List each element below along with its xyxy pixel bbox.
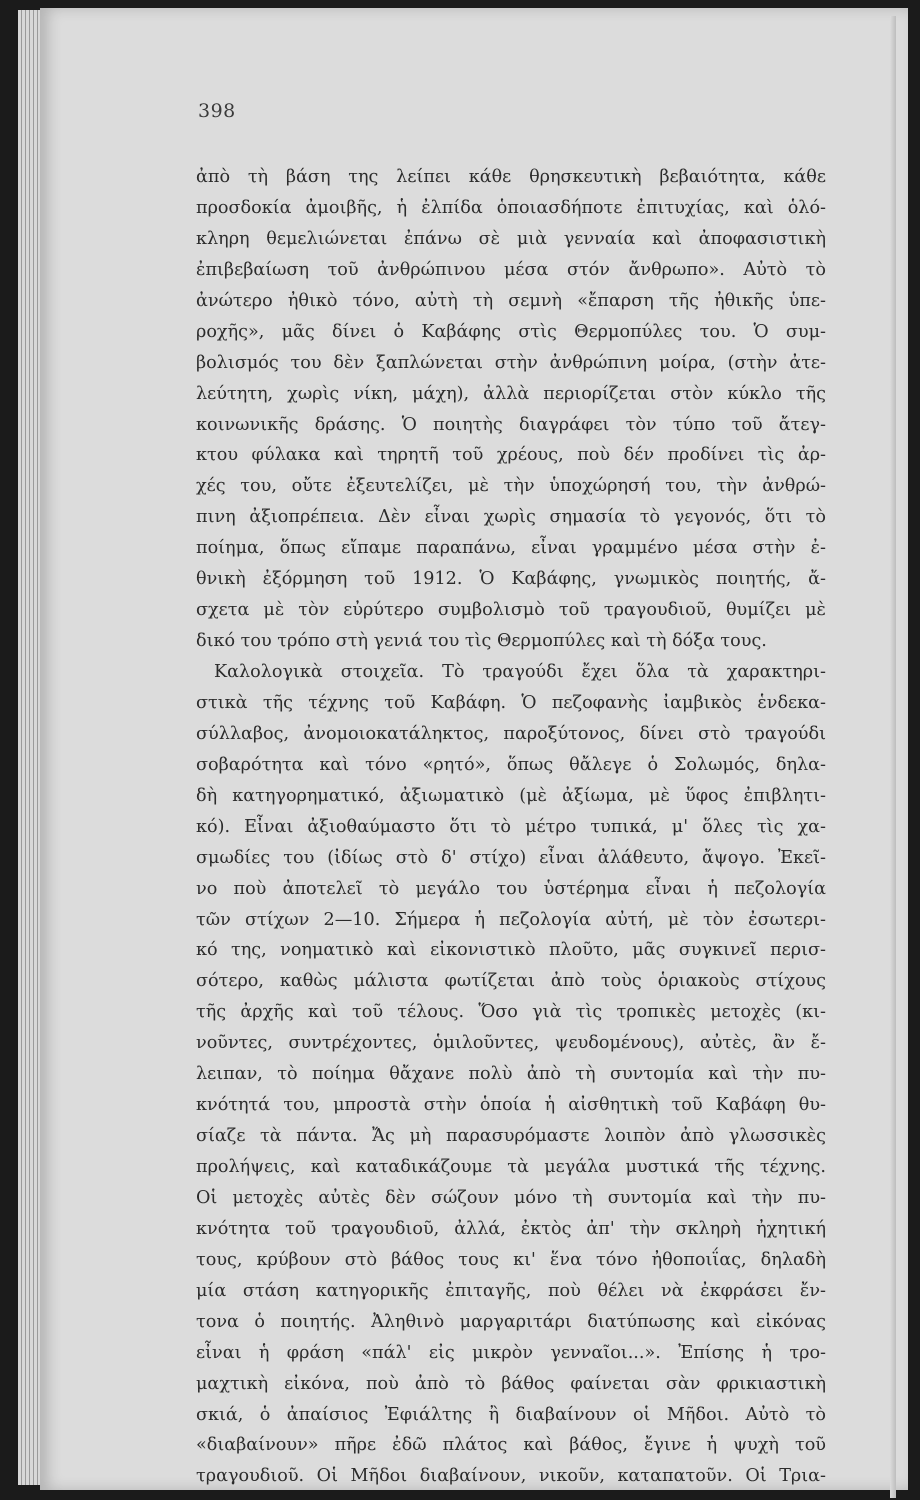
text-line: Καλολογικὰ στοιχεῖα. Τὸ τραγούδι ἔχει ὅλα τὰ χαρακτηρι- <box>214 662 826 682</box>
text-line: ἐπιβεβαίωση τοῦ ἀνθρώπινου μέσα στόν ἄνθρωπο». Αὐτὸ τὸ <box>196 259 826 280</box>
text-line: ἀνώτερο ἠθικὸ τόνο, αὐτὴ τὴ σεμνὴ «ἔπαρση τῆς ἠθικῆς ὑπε- <box>196 290 826 311</box>
text-line: κοινωνικῆς δράσης. Ὁ ποιητὴς διαγράφει τὸν τύπο τοῦ ἄτεγ- <box>196 414 826 435</box>
text-line: θνικὴ ἐξόρμηση τοῦ 1912. Ὁ Καβάφης, γνωμικὸς ποιητής, ἄ- <box>196 569 826 590</box>
text-line: νο ποὺ ἀποτελεῖ τὸ μεγάλο του ὑστέρημα εἶναι ἡ πεζολογία <box>196 878 826 899</box>
text-line: ροχῆς», μᾶς δίνει ὁ Καβάφης στὶς Θερμοπύλες του. Ὁ συμ- <box>196 321 826 342</box>
text-line: κνότητά του, μπροστὰ στὴν ὁποία ἡ αἰσθητικὴ τοῦ Καβάφη θυ- <box>196 1095 826 1116</box>
text-line: λεύτητη, χωρὶς νίκη, μάχη), ἀλλὰ περιορίζεται στὸν κύκλο τῆς <box>196 383 826 404</box>
text-line: εἶναι ἡ φράση «πάλ' εἰς μικρὸν γενναῖοι...». Ἐπίσης ἡ τρο- <box>196 1342 826 1363</box>
text-line: πινη ἀξιοπρέπεια. Δὲν εἶναι χωρὶς σημασία τὸ γεγονός, ὅτι τὸ <box>196 507 826 528</box>
text-line: κτου φύλακα καὶ τηρητῆ τοῦ χρέους, ποὺ δέν προδίνει τὶς ἀρ- <box>196 445 826 466</box>
text-line: «διαβαίνουν» πῆρε ἐδῶ πλάτος καὶ βάθος, ἔγινε ἡ ψυχὴ τοῦ <box>196 1435 826 1456</box>
text-line: μαχτικὴ εἰκόνα, ποὺ ἀπὸ τὸ βάθος φαίνεται σὰν φρικιαστικὴ <box>196 1373 826 1394</box>
text-line: τους, κρύβουν στὸ βάθος τους κι' ἕνα τόνο ἠθοποιΐας, δηλαδὴ <box>196 1249 826 1270</box>
text-line: κνότητα τοῦ τραγουδιοῦ, ἀλλά, ἐκτὸς ἀπ' τὴν σκληρὴ ἠχητική <box>196 1218 826 1239</box>
text-line: σκιά, ὁ ἀπαίσιος Ἐφιάλτης ἢ διαβαίνουν οἱ Μῆδοι. Αὐτὸ τὸ <box>196 1404 826 1425</box>
text-line: στικὰ τῆς τέχνης τοῦ Καβάφη. Ὁ πεζοφανὴς ἰαμβικὸς ἑνδεκα- <box>196 692 826 713</box>
text-line: σμωδίες του (ἰδίως στὸ δ' στίχο) εἶναι ἀλάθευτο, ἄψογο. Ἐκεῖ- <box>196 847 826 868</box>
text-line: σχετα μὲ τὸν εὐρύτερο συμβολισμὸ τοῦ τραγουδιοῦ, θυμίζει μὲ <box>196 600 826 621</box>
text-line: προλήψεις, καὶ καταδικάζουμε τὰ μεγάλα μυστικά τῆς τέχνης. <box>196 1157 826 1177</box>
text-line: σύλλαβος, ἀνομοιοκατάληκτος, παροξύτονος, δίνει στὸ τραγούδι <box>196 723 826 744</box>
text-line: προσδοκία ἀμοιβῆς, ἡ ἐλπίδα ὁποιασδήποτε ἐπιτυχίας, καὶ ὁλό- <box>196 197 826 218</box>
page-fold-shadow <box>890 16 896 1498</box>
text-line: μία στάση κατηγορικῆς ἐπιταγῆς, ποὺ θέλει νὰ ἐκφράσει ἔν- <box>196 1280 826 1301</box>
text-line: ἀπὸ τὴ βάση της λείπει κάθε θρησκευτικὴ βεβαιότητα, κάθε <box>196 167 826 187</box>
text-line: κό). Εἶναι ἀξιοθαύμαστο ὅτι τὸ μέτρο τυπικά, μ' ὅλες τὶς χα- <box>196 816 826 837</box>
text-line: σοβαρότητα καὶ τόνο «ρητό», ὅπως θἄλεγε ὁ Σολωμός, δηλα- <box>196 754 826 775</box>
text-line: δικό του τρόπο στὴ γενιά του τὶς Θερμοπύλες καὶ τὴ δόξα τους. <box>196 631 767 652</box>
text-line: σίαζε τὰ πάντα. Ἄς μὴ παρασυρόμαστε λοιπὸν ἀπὸ γλωσσικὲς <box>196 1126 826 1147</box>
text-line: Οἱ μετοχὲς αὐτὲς δὲν σώζουν μόνο τὴ συντομία καὶ τὴν πυ- <box>196 1187 826 1208</box>
text-line: χές του, οὔτε ἐξευτελίζει, μὲ τὴν ὑποχώρησή του, τὴν ἀνθρώ- <box>196 476 826 497</box>
text-line: τῶν στίχων 2—10. Σήμερα ἡ πεζολογία αὐτή, μὲ τὸν ἐσωτερι- <box>196 909 826 930</box>
text-line: σότερο, καθὼς μάλιστα φωτίζεται ἀπὸ τοὺς ὁριακοὺς στίχους <box>196 971 826 992</box>
page-number: 398 <box>198 100 236 122</box>
text-line: κό της, νοηματικὸ καὶ εἰκονιστικὸ πλοῦτο, μᾶς συγκινεῖ περισ- <box>196 940 826 961</box>
text-line: κληρη θεμελιώνεται ἐπάνω σὲ μιὰ γενναία καὶ ἀποφασιστικὴ <box>196 228 826 249</box>
text-line: τραγουδιοῦ. Οἱ Μῆδοι διαβαίνουν, νικοῦν, καταπατοῦν. Οἱ Τρια- <box>196 1466 826 1487</box>
body-text <box>196 162 826 1492</box>
text-line: δὴ κατηγορηματικό, ἀξιωματικὸ (μὲ ἀξίωμα, μὲ ὕφος ἐπιβλητι- <box>196 785 826 806</box>
text-line: τονα ὁ ποιητής. Ἀληθινὸ μαργαριτάρι διατύπωσης καὶ εἰκόνας <box>196 1311 826 1332</box>
text-line: νοῦντες, συντρέχοντες, ὁμιλοῦντες, ψευδομένους), αὐτὲς, ἂν ἔ- <box>196 1033 826 1054</box>
text-line: λειπαν, τὸ ποίημα θἄχανε πολὺ ἀπὸ τὴ συντομία καὶ τὴν πυ- <box>196 1064 826 1085</box>
text-line: βολισμός του δὲν ξαπλώνεται στὴν ἀνθρώπινη μοίρα, (στὴν ἀτε- <box>196 352 826 373</box>
text-line: ποίημα, ὅπως εἴπαμε παραπάνω, εἶναι γραμμένο μέσα στὴν ἐ- <box>196 538 826 559</box>
text-line: τῆς ἀρχῆς καὶ τοῦ τέλους. Ὅσο γιὰ τὶς τροπικὲς μετοχὲς (κι- <box>196 1002 826 1023</box>
